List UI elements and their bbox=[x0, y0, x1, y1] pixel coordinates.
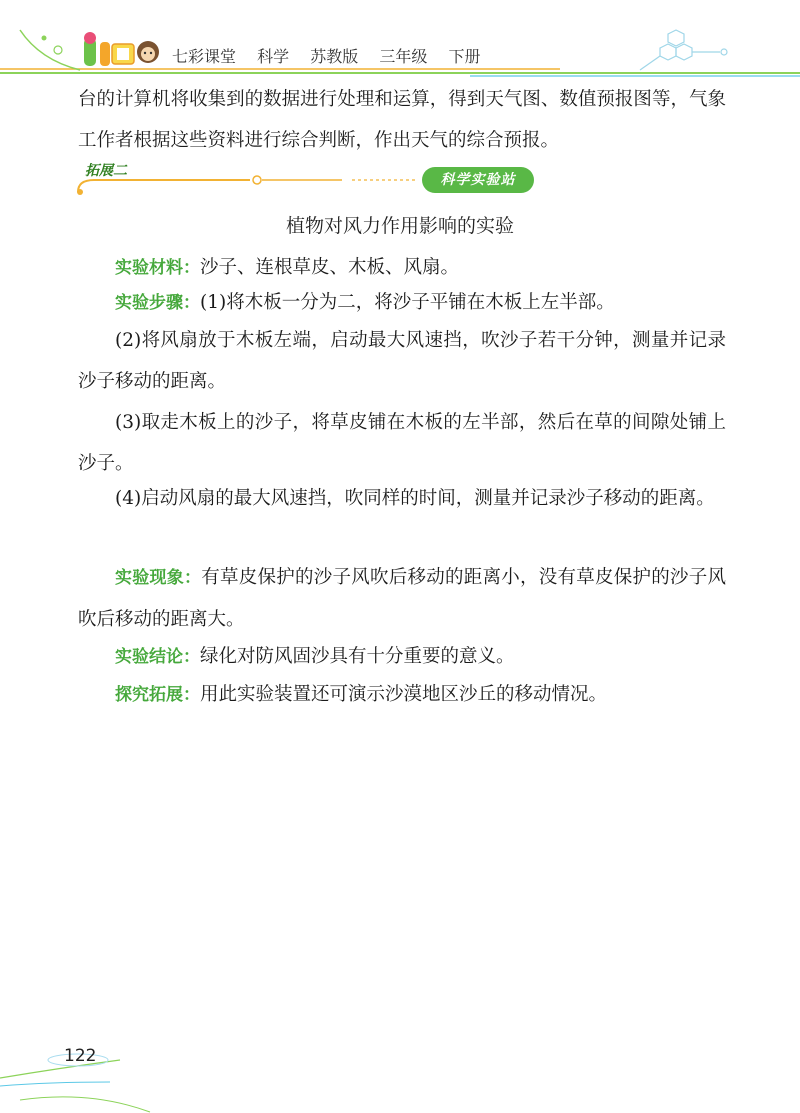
conclusion-text: 绿化对防风固沙具有十分重要的意义。 bbox=[200, 646, 515, 667]
materials-label: 实验材料： bbox=[115, 258, 200, 278]
extension-label: 探究拓展： bbox=[115, 685, 200, 705]
steps-paragraph bbox=[78, 282, 726, 324]
header-title bbox=[172, 44, 496, 67]
conclusion-paragraph bbox=[78, 636, 726, 678]
step-2-paragraph: (2)将风扇放于木板左端，启动最大风速挡，吹沙子若干分钟，测量并记录沙子移动的距离。 bbox=[78, 330, 726, 392]
header-subject: 科学 bbox=[257, 47, 290, 66]
header-volume: 下册 bbox=[448, 47, 481, 66]
section-header bbox=[72, 158, 532, 198]
conclusion-label: 实验结论： bbox=[115, 647, 200, 667]
phenomenon-label: 实验现象： bbox=[115, 568, 202, 588]
brand-logo-icon bbox=[82, 30, 164, 72]
footer-decoration bbox=[0, 1020, 200, 1113]
section-label: 拓展二 bbox=[85, 163, 127, 179]
page-number: 122 bbox=[64, 1046, 97, 1066]
phenomenon-text: 有草皮保护的沙子风吹后移动的距离小，没有草皮保护的沙子风吹后移动的距离大。 bbox=[78, 567, 726, 630]
header-grade: 三年级 bbox=[379, 47, 428, 66]
extension-text: 用此实验装置还可演示沙漠地区沙丘的移动情况。 bbox=[200, 684, 608, 705]
step-1-text: (1)将木板一分为二，将沙子平铺在木板上左半部。 bbox=[200, 292, 615, 313]
phenomenon-paragraph bbox=[78, 557, 726, 640]
steps-label: 实验步骤： bbox=[115, 293, 200, 313]
step-3-paragraph: (3)取走木板上的沙子，将草皮铺在木板的左半部，然后在草的间隙处铺上沙子。 bbox=[78, 412, 726, 474]
intro-paragraph: 台的计算机将收集到的数据进行处理和运算，得到天气图、数值预报图等，气象工作者根据这些资料进行综合判断，作出天气的综合预报。 bbox=[78, 89, 726, 151]
materials-text: 沙子、连根草皮、木板、风扇。 bbox=[200, 257, 460, 278]
header-edition: 苏教版 bbox=[310, 47, 359, 66]
extension-paragraph bbox=[78, 674, 726, 716]
header-brand: 七彩课堂 bbox=[172, 47, 237, 66]
section-badge: 科学实验站 bbox=[422, 167, 534, 193]
step-4-paragraph: (4)启动风扇的最大风速挡，吹同样的时间，测量并记录沙子移动的距离。 bbox=[115, 488, 715, 509]
page-header bbox=[0, 0, 800, 90]
experiment-title: 植物对风力作用影响的实验 bbox=[285, 215, 514, 237]
